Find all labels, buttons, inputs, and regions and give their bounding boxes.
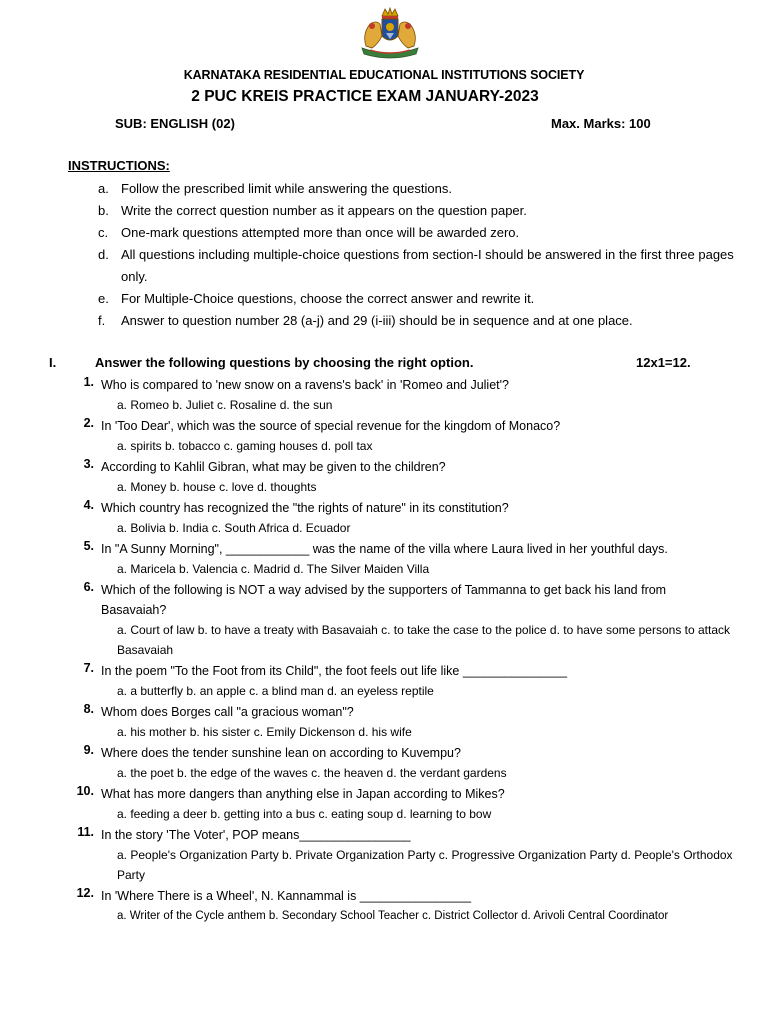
section-title: Answer the following questions by choosing the right option. — [95, 355, 474, 370]
karnataka-emblem-icon — [352, 6, 428, 60]
question-number: 12. — [76, 886, 94, 900]
question-text: Which of the following is NOT a way advised by the supporters of Tammanna to get back his land from Basavaiah? — [101, 583, 667, 617]
instruction-text: One-mark questions attempted more than once will be awarded zero. — [121, 225, 520, 240]
subject-label: SUB: ENGLISH (02) — [115, 116, 235, 131]
question-number: 11. — [77, 825, 94, 839]
instruction-text: For Multiple-Choice questions, choose the correct answer and rewrite it. — [121, 291, 535, 306]
instruction-text: Write the correct question number as it appears on the question paper. — [121, 203, 527, 218]
question-number: 10. — [76, 784, 94, 798]
question-options: a. feeding a deer b. getting into a bus c. eating soup d. learning to bow — [117, 807, 492, 821]
question-text: In 'Where There is a Wheel', N. Kannammal is ________________ — [101, 889, 472, 903]
question-options: a. Bolivia b. India c. South Africa d. Ecuador — [117, 521, 351, 535]
question-number: 1. — [83, 375, 94, 389]
instruction-item — [98, 222, 748, 244]
instruction-text: All questions including multiple-choice questions from section-I should be answered in the first three pages only. — [121, 247, 734, 284]
question-number: 8. — [83, 702, 94, 716]
instruction-letter: c. — [98, 225, 109, 240]
section-number: I. — [49, 355, 57, 370]
organization-title: KARNATAKA RESIDENTIAL EDUCATIONAL INSTITUTIONS SOCIETY — [183, 68, 585, 82]
question-text: In "A Sunny Morning", ____________ was the name of the villa where Laura lived in her youthful days. — [101, 542, 668, 556]
section-marks: 12x1=12. — [636, 355, 691, 370]
question-options: a. the poet b. the edge of the waves c. the heaven d. the verdant gardens — [117, 766, 507, 780]
question-text: Whom does Borges call "a gracious woman"? — [101, 705, 354, 719]
question-options: a. Maricela b. Valencia c. Madrid d. The Silver Maiden Villa — [117, 562, 430, 576]
question-number: 3. — [83, 457, 94, 471]
instruction-item — [98, 288, 748, 310]
question-options: a. Romeo b. Juliet c. Rosaline d. the sun — [117, 398, 333, 412]
question-number: 2. — [83, 416, 94, 430]
question-text: Who is compared to 'new snow on a ravens's back' in 'Romeo and Juliet'? — [101, 378, 509, 392]
question-number: 9. — [83, 743, 94, 757]
instruction-letter: f. — [98, 313, 106, 328]
question-number: 4. — [83, 498, 94, 512]
question-text: According to Kahlil Gibran, what may be given to the children? — [101, 460, 446, 474]
question-options: a. Writer of the Cycle anthem b. Secondary School Teacher c. District Collector d. Arivoli Central Coordinator — [117, 910, 669, 922]
question-number: 6. — [83, 580, 94, 594]
instruction-item — [98, 200, 748, 222]
question-text: Where does the tender sunshine lean on according to Kuvempu? — [101, 746, 461, 760]
question-text: What has more dangers than anything else in Japan according to Mikes? — [101, 787, 505, 801]
instruction-item — [98, 178, 748, 200]
instruction-letter: e. — [98, 291, 109, 306]
instruction-letter: d. — [98, 247, 109, 262]
instruction-text: Follow the prescribed limit while answering the questions. — [121, 181, 452, 196]
question-options: a. a butterfly b. an apple c. a blind man d. an eyeless reptile — [117, 684, 434, 698]
question-options: a. Court of law b. to have a treaty with Basavaiah c. to take the case to the police d. to have some persons to attack Basavaiah — [117, 623, 731, 657]
exam-title: 2 PUC KREIS PRACTICE EXAM JANUARY-2023 — [191, 88, 539, 105]
question-options: a. spirits b. tobacco c. gaming houses d. poll tax — [117, 439, 373, 453]
instruction-text: Answer to question number 28 (a-j) and 29 (i-iii) should be in sequence and at one place. — [121, 313, 633, 328]
question-options: a. his mother b. his sister c. Emily Dickenson d. his wife — [117, 725, 412, 739]
question-text: In 'Too Dear', which was the source of special revenue for the kingdom of Monaco? — [101, 419, 561, 433]
question-number: 7. — [83, 661, 94, 675]
instruction-item — [98, 310, 748, 332]
max-marks-label: Max. Marks: 100 — [551, 116, 651, 131]
instructions-heading: INSTRUCTIONS: — [68, 158, 170, 173]
question-options: a. People's Organization Party b. Private Organization Party c. Progressive Organization Party d. People's Orthodox Party — [117, 848, 733, 882]
question-options: a. Money b. house c. love d. thoughts — [117, 480, 317, 494]
instruction-letter: b. — [98, 203, 109, 218]
question-text: In the poem "To the Foot from its Child", the foot feels out life like _______________ — [101, 664, 568, 678]
question-text: In the story 'The Voter', POP means________________ — [101, 828, 411, 842]
question-text: Which country has recognized the "the rights of nature" in its constitution? — [101, 501, 509, 515]
question-number: 5. — [83, 539, 94, 553]
instruction-item — [98, 244, 748, 288]
instruction-letter: a. — [98, 181, 109, 196]
